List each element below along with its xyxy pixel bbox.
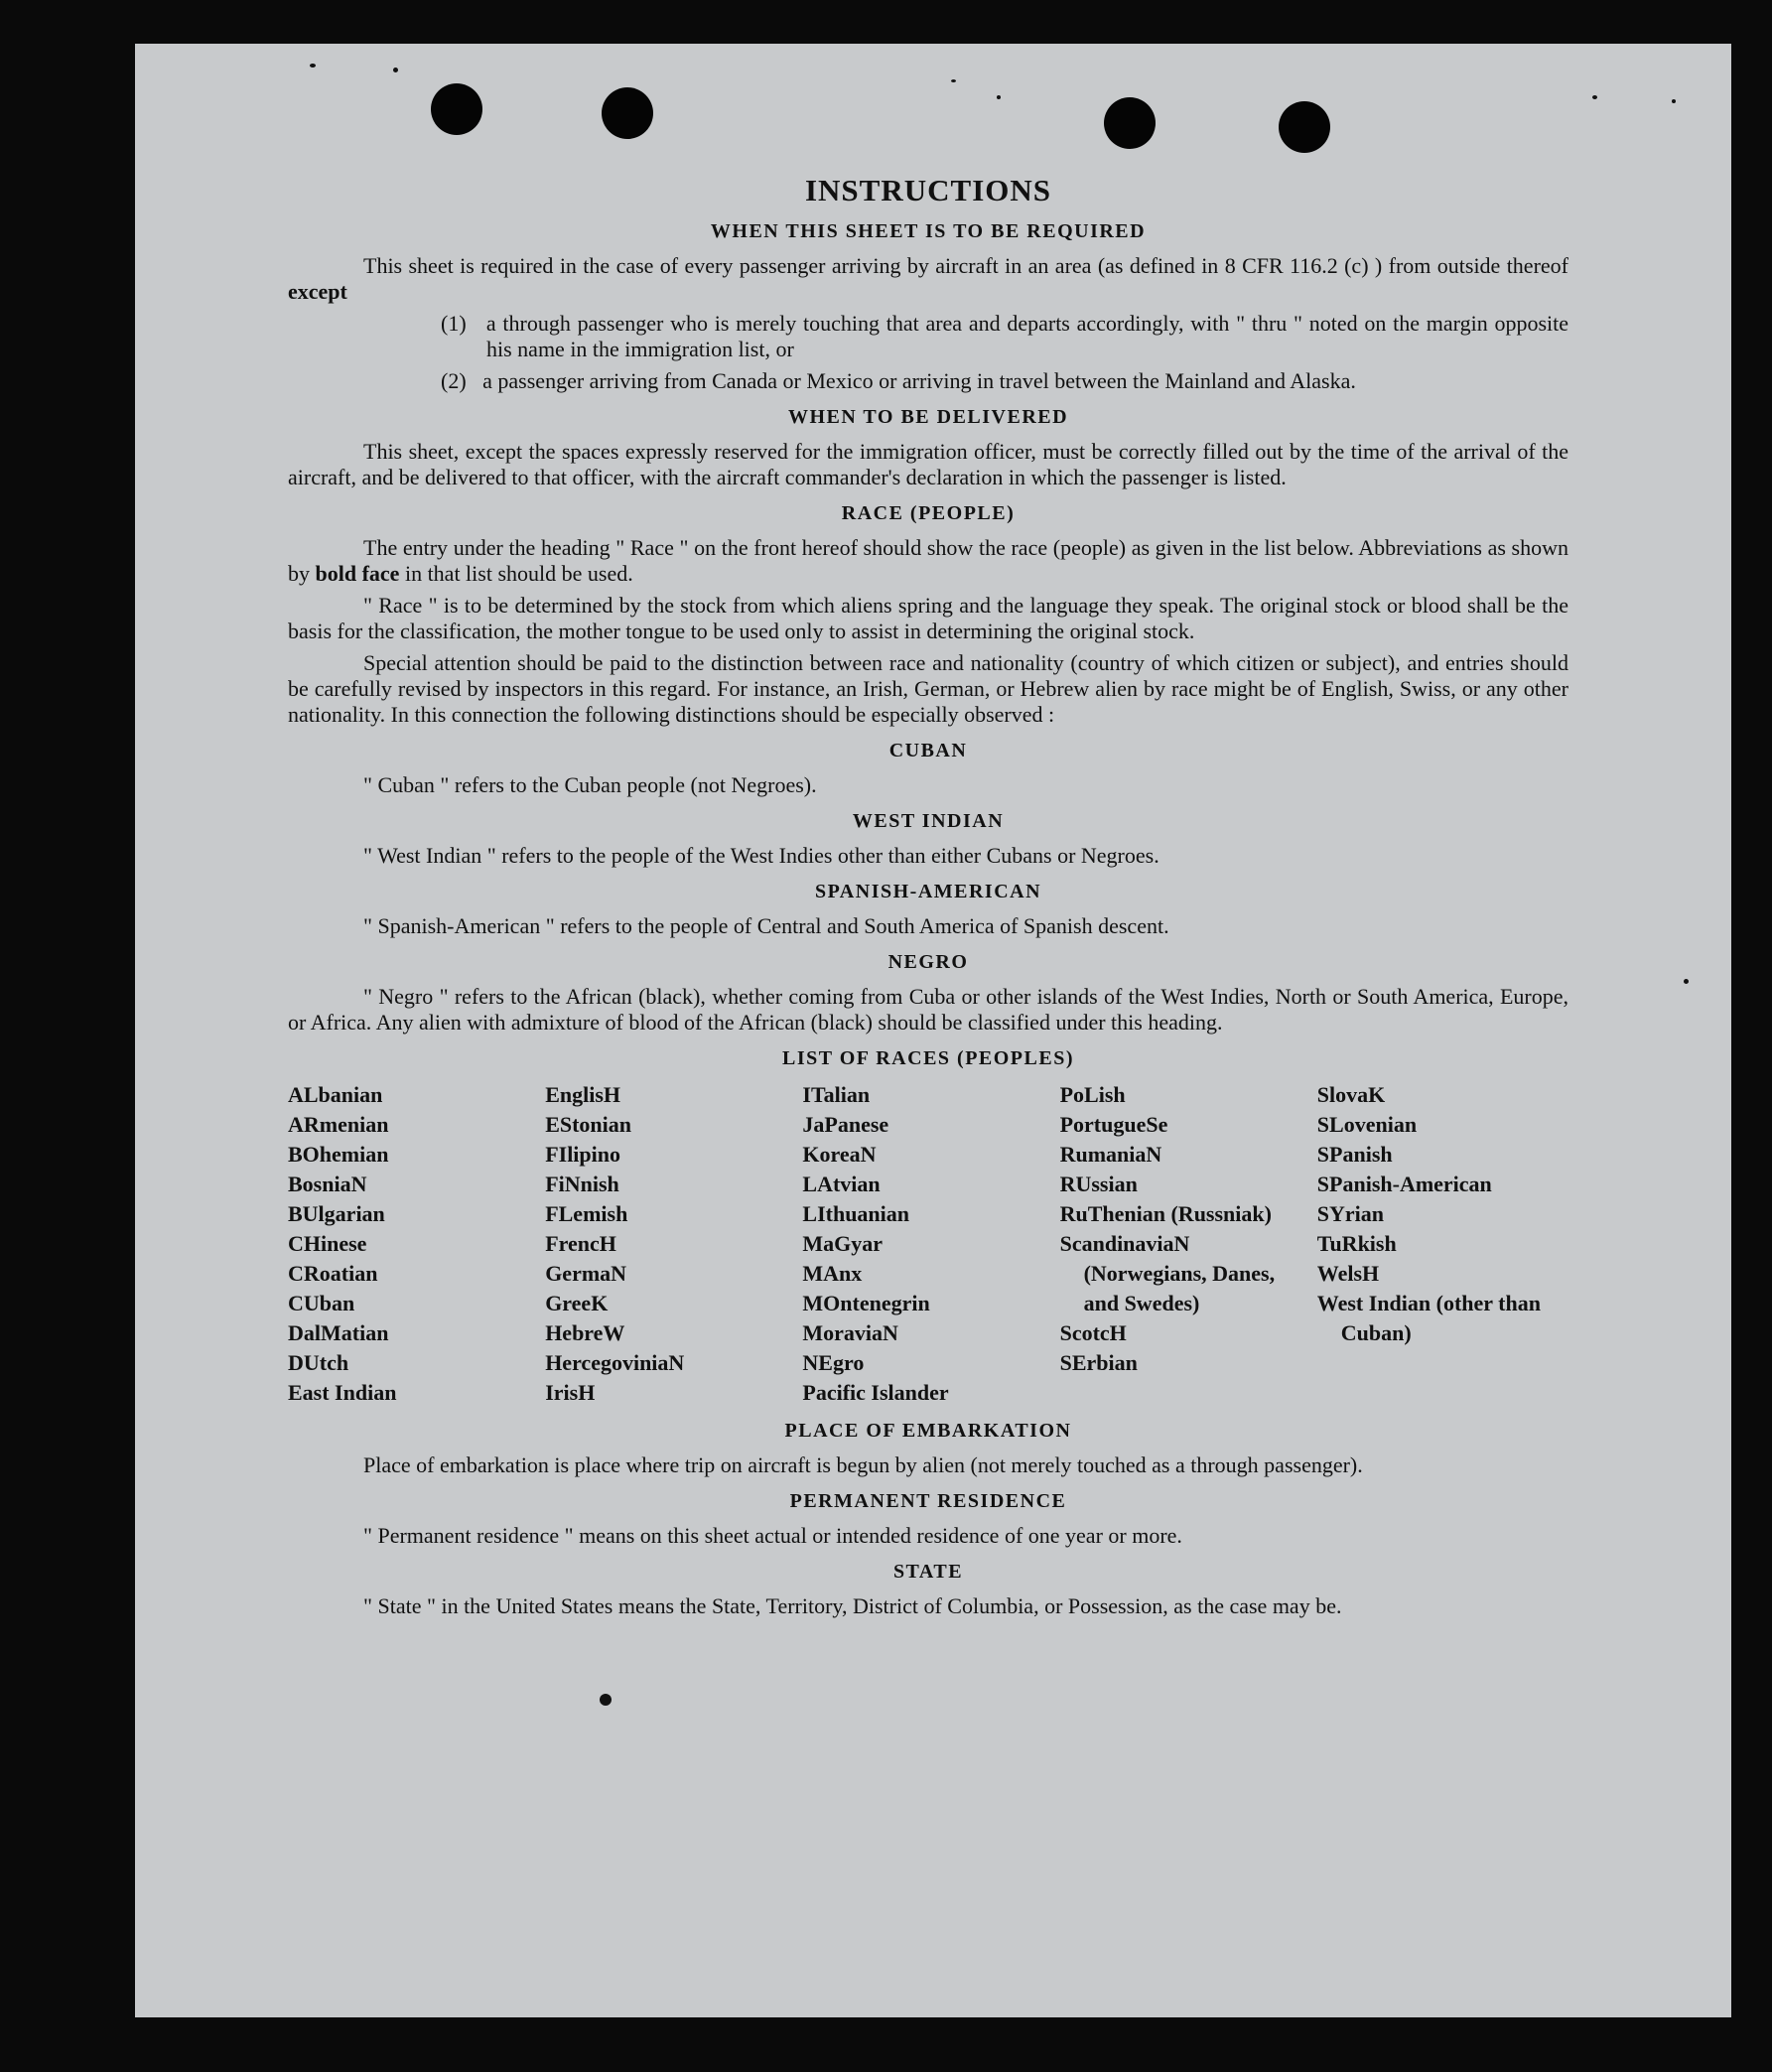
item-text: a through passenger who is merely touching that area and departs accordingly, with " thru " noted on the margin opposite his name in the immigration list, or: [485, 311, 1568, 361]
west-indian-text: " West Indian " refers to the people of the West Indies other than either Cubans or Negroes.: [363, 843, 1159, 868]
race-entry: KoreaN: [802, 1142, 877, 1167]
speck: [951, 79, 956, 82]
state-text: " State " in the United States means the State, Territory, District of Columbia, or Possession, as the case may be.: [363, 1593, 1342, 1618]
required-intro-bold: except: [288, 279, 347, 304]
race-entry: SPanish-American: [1316, 1172, 1492, 1196]
race-entry: West Indian (other than Cuban): [1316, 1291, 1541, 1345]
race-entry: CUban: [288, 1291, 355, 1315]
heading-race: RACE (PEOPLE): [841, 502, 1016, 524]
heading-west-indian: WEST INDIAN: [852, 810, 1005, 832]
speck: [310, 64, 316, 68]
race-entry: IrisH: [545, 1380, 596, 1405]
heading-when-required: WHEN THIS SHEET IS TO BE REQUIRED: [710, 220, 1147, 242]
race-paragraph-3: Special attention should be paid to the distinction between race and nationality (country of which citizen or subject), and entries should be carefully revised by inspectors in this regard. For instance, an Irish, German, or Hebrew alien by race might be of English, Swiss, or any other nationality. In this connection the following distinctions should be especially observed :: [288, 650, 1568, 727]
race-entry: East Indian: [288, 1380, 397, 1405]
heading-when-delivered: WHEN TO BE DELIVERED: [787, 406, 1069, 428]
race-entry: SLovenian: [1316, 1112, 1418, 1137]
item-text: a passenger arriving from Canada or Mexico or arriving in travel between the Mainland and Alaska.: [482, 368, 1356, 393]
race-paragraph-1: [288, 535, 1568, 587]
race-entry: MAnx: [802, 1261, 863, 1286]
cuban-text: " Cuban " refers to the Cuban people (not Negroes).: [363, 772, 817, 797]
race-column: [288, 1080, 539, 1408]
heading-state: STATE: [892, 1561, 964, 1583]
race-entry: WelsH: [1316, 1261, 1380, 1286]
heading-embarkation: PLACE OF EMBARKATION: [784, 1420, 1072, 1442]
speck: [600, 1694, 612, 1706]
race-p1-b: in that list should be used.: [399, 561, 633, 586]
race-entry: BOhemian: [288, 1142, 389, 1167]
race-p1-a: The entry under the heading " Race " on the front hereof should show the race (people) as given in the list below. Abbreviations as shown by: [288, 535, 1568, 586]
race-entry: BosniaN: [288, 1172, 367, 1196]
heading-spanish-american: SPANISH-AMERICAN: [814, 881, 1042, 902]
race-p1-bold: bold face: [315, 561, 400, 586]
required-intro-text: This sheet is required in the case of every passenger arriving by aircraft in an area (as defined in 8 CFR 116.2 (c) ) from outside thereof: [363, 253, 1568, 278]
race-entry: MOntenegrin: [802, 1291, 930, 1315]
race-list: [288, 1080, 1568, 1408]
race-entry: RumaniaN: [1059, 1142, 1162, 1167]
punch-hole: [1279, 101, 1330, 153]
spanish-american-text: " Spanish-American " refers to the people of Central and South America of Spanish descent.: [363, 913, 1169, 938]
race-entry: DUtch: [288, 1350, 349, 1375]
required-intro: [288, 253, 1568, 305]
negro-text: " Negro " refers to the African (black), whether coming from Cuba or other islands of the West Indies, North or South America, Europe, or Africa. Any alien with admixture of blood of the African (black) should be classified under this heading.: [288, 984, 1568, 1035]
race-entry: RUssian: [1059, 1172, 1138, 1196]
race-entry: CRoatian: [288, 1261, 378, 1286]
item-number: (2): [441, 368, 467, 393]
race-entry: GermaN: [545, 1261, 627, 1286]
race-entry: PortugueSe: [1059, 1112, 1168, 1137]
race-entry: FIlipino: [545, 1142, 620, 1167]
race-paragraph-2: " Race " is to be determined by the stock from which aliens spring and the language they speak. The original stock or blood shall be the basis for the classification, the mother tongue to be used only to assist in determining the original stock.: [288, 593, 1568, 643]
race-entry: FrencH: [545, 1231, 616, 1256]
speck: [1672, 99, 1676, 103]
race-entry: ARmenian: [288, 1112, 389, 1137]
race-column: [802, 1080, 1053, 1408]
document-page: [135, 44, 1731, 2017]
heading-permanent-residence: PERMANENT RESIDENCE: [789, 1490, 1067, 1512]
required-item-2: [441, 368, 1568, 394]
race-entry: EnglisH: [545, 1082, 620, 1107]
race-entry: HercegoviniaN: [545, 1350, 685, 1375]
punch-hole: [431, 83, 482, 135]
residence-text: " Permanent residence " means on this sheet actual or intended residence of one year or more.: [363, 1523, 1182, 1548]
required-item-1: [441, 311, 1568, 362]
heading-negro: NEGRO: [887, 951, 969, 973]
race-entry: SlovaK: [1316, 1082, 1386, 1107]
race-entry: SYrian: [1316, 1201, 1385, 1226]
race-entry: FLemish: [545, 1201, 628, 1226]
punch-hole: [602, 87, 653, 139]
race-entry: LIthuanian: [802, 1201, 910, 1226]
race-entry: SPanish: [1316, 1142, 1393, 1167]
race-entry: DalMatian: [288, 1320, 389, 1345]
item-number: (1): [441, 311, 467, 336]
race-entry: LAtvian: [802, 1172, 881, 1196]
race-entry: ITalian: [802, 1082, 871, 1107]
race-entry: NEgro: [802, 1350, 865, 1375]
punch-hole: [1104, 97, 1156, 149]
speck: [997, 95, 1001, 99]
instructions-content: [288, 173, 1568, 1625]
race-entry: EStonian: [545, 1112, 632, 1137]
race-entry: PoLish: [1059, 1082, 1126, 1107]
delivered-text: This sheet, except the spaces expressly reserved for the immigration officer, must be correctly filled out by the time of the arrival of the aircraft, and be delivered to that officer, with the aircraft commander's declaration in which the passenger is listed.: [288, 439, 1568, 489]
race-column: [1060, 1080, 1311, 1408]
race-entry: MaGyar: [802, 1231, 884, 1256]
page-title: INSTRUCTIONS: [804, 173, 1051, 207]
race-entry: ALbanian: [288, 1082, 383, 1107]
race-entry: CHinese: [288, 1231, 367, 1256]
race-column: [545, 1080, 796, 1408]
embarkation-text: Place of embarkation is place where trip on aircraft is begun by alien (not merely touched as a through passenger).: [363, 1452, 1363, 1477]
speck: [393, 68, 398, 72]
race-entry: JaPanese: [802, 1112, 889, 1137]
race-entry: HebreW: [545, 1320, 625, 1345]
heading-list-of-races: LIST OF RACES (PEOPLES): [781, 1047, 1074, 1069]
race-entry: GreeK: [545, 1291, 609, 1315]
race-entry: FiNnish: [545, 1172, 619, 1196]
race-entry: BUlgarian: [288, 1201, 385, 1226]
race-entry: ScandinaviaN (Norwegians, Danes, and Swedes): [1059, 1231, 1276, 1315]
speck: [1684, 979, 1689, 984]
race-entry: RuThenian (Russniak): [1059, 1201, 1272, 1226]
heading-cuban: CUBAN: [888, 740, 968, 761]
race-entry: MoraviaN: [802, 1320, 898, 1345]
race-column: [1317, 1080, 1568, 1408]
race-entry: TuRkish: [1316, 1231, 1397, 1256]
race-entry: ScotcH: [1059, 1320, 1127, 1345]
race-entry: Pacific Islander: [802, 1380, 949, 1405]
race-entry: SErbian: [1059, 1350, 1138, 1375]
speck: [1592, 95, 1597, 99]
